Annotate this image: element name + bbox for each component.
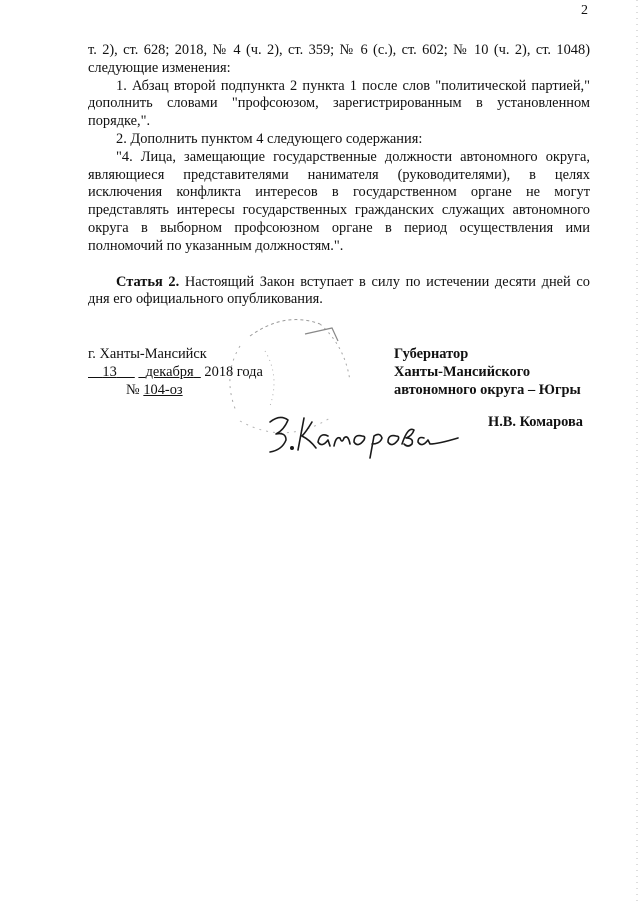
- signing-place: г. Ханты-Мансийск: [88, 346, 207, 362]
- scan-edge-artifact: [636, 0, 638, 905]
- date-day: 13: [102, 364, 117, 380]
- law-number-prefix: №: [126, 382, 140, 398]
- quoted-item-4-paragraph: "4. Лица, замещающие государственные должности автономного округа, являющиеся представителями нанимателя (руководителями), в целях исключения конфликта интересов в государственном органе не могут представлять интересы государственных гражданских служащих автономного округа в выборном профсоюзном органе в период осуществления ими полномочий по указанным должностям.".: [88, 148, 590, 254]
- item-2-paragraph: 2. Дополнить пунктом 4 следующего содержания:: [116, 130, 423, 147]
- item-1-paragraph: 1. Абзац второй подпункта 2 пункта 1 после слов "политической партией," дополнить словами "профсоюзом, зарегистрированным в установленном порядке,".: [88, 77, 590, 130]
- date-month: декабря: [145, 364, 194, 380]
- governor-title-line-3: автономного округа – Югры: [394, 381, 581, 398]
- continuation-paragraph: т. 2), ст. 628; 2018, № 4 (ч. 2), ст. 359; № 6 (с.), ст. 602; № 10 (ч. 2), ст. 1048) следующие изменения:: [88, 42, 590, 76]
- governor-title-line-2: Ханты-Мансийского: [394, 363, 531, 380]
- date-year: 2018 года: [204, 364, 263, 380]
- governor-title-line-1: Губернатор: [394, 346, 469, 362]
- article-2-text: Настоящий Закон вступает в силу по истечении десяти дней со дня его официального опубликования.: [88, 273, 590, 308]
- governor-title: [394, 346, 581, 399]
- article-2-label: Статья 2.: [116, 273, 180, 290]
- law-number-value: 104-оз: [143, 382, 183, 398]
- law-number: [126, 382, 183, 400]
- signing-date: [88, 364, 263, 382]
- governor-name: Н.В. Комарова: [488, 414, 583, 430]
- document-body: [88, 42, 590, 309]
- handwritten-signature: [262, 400, 462, 460]
- article-2-paragraph: [88, 274, 590, 310]
- page-number: 2: [581, 3, 588, 18]
